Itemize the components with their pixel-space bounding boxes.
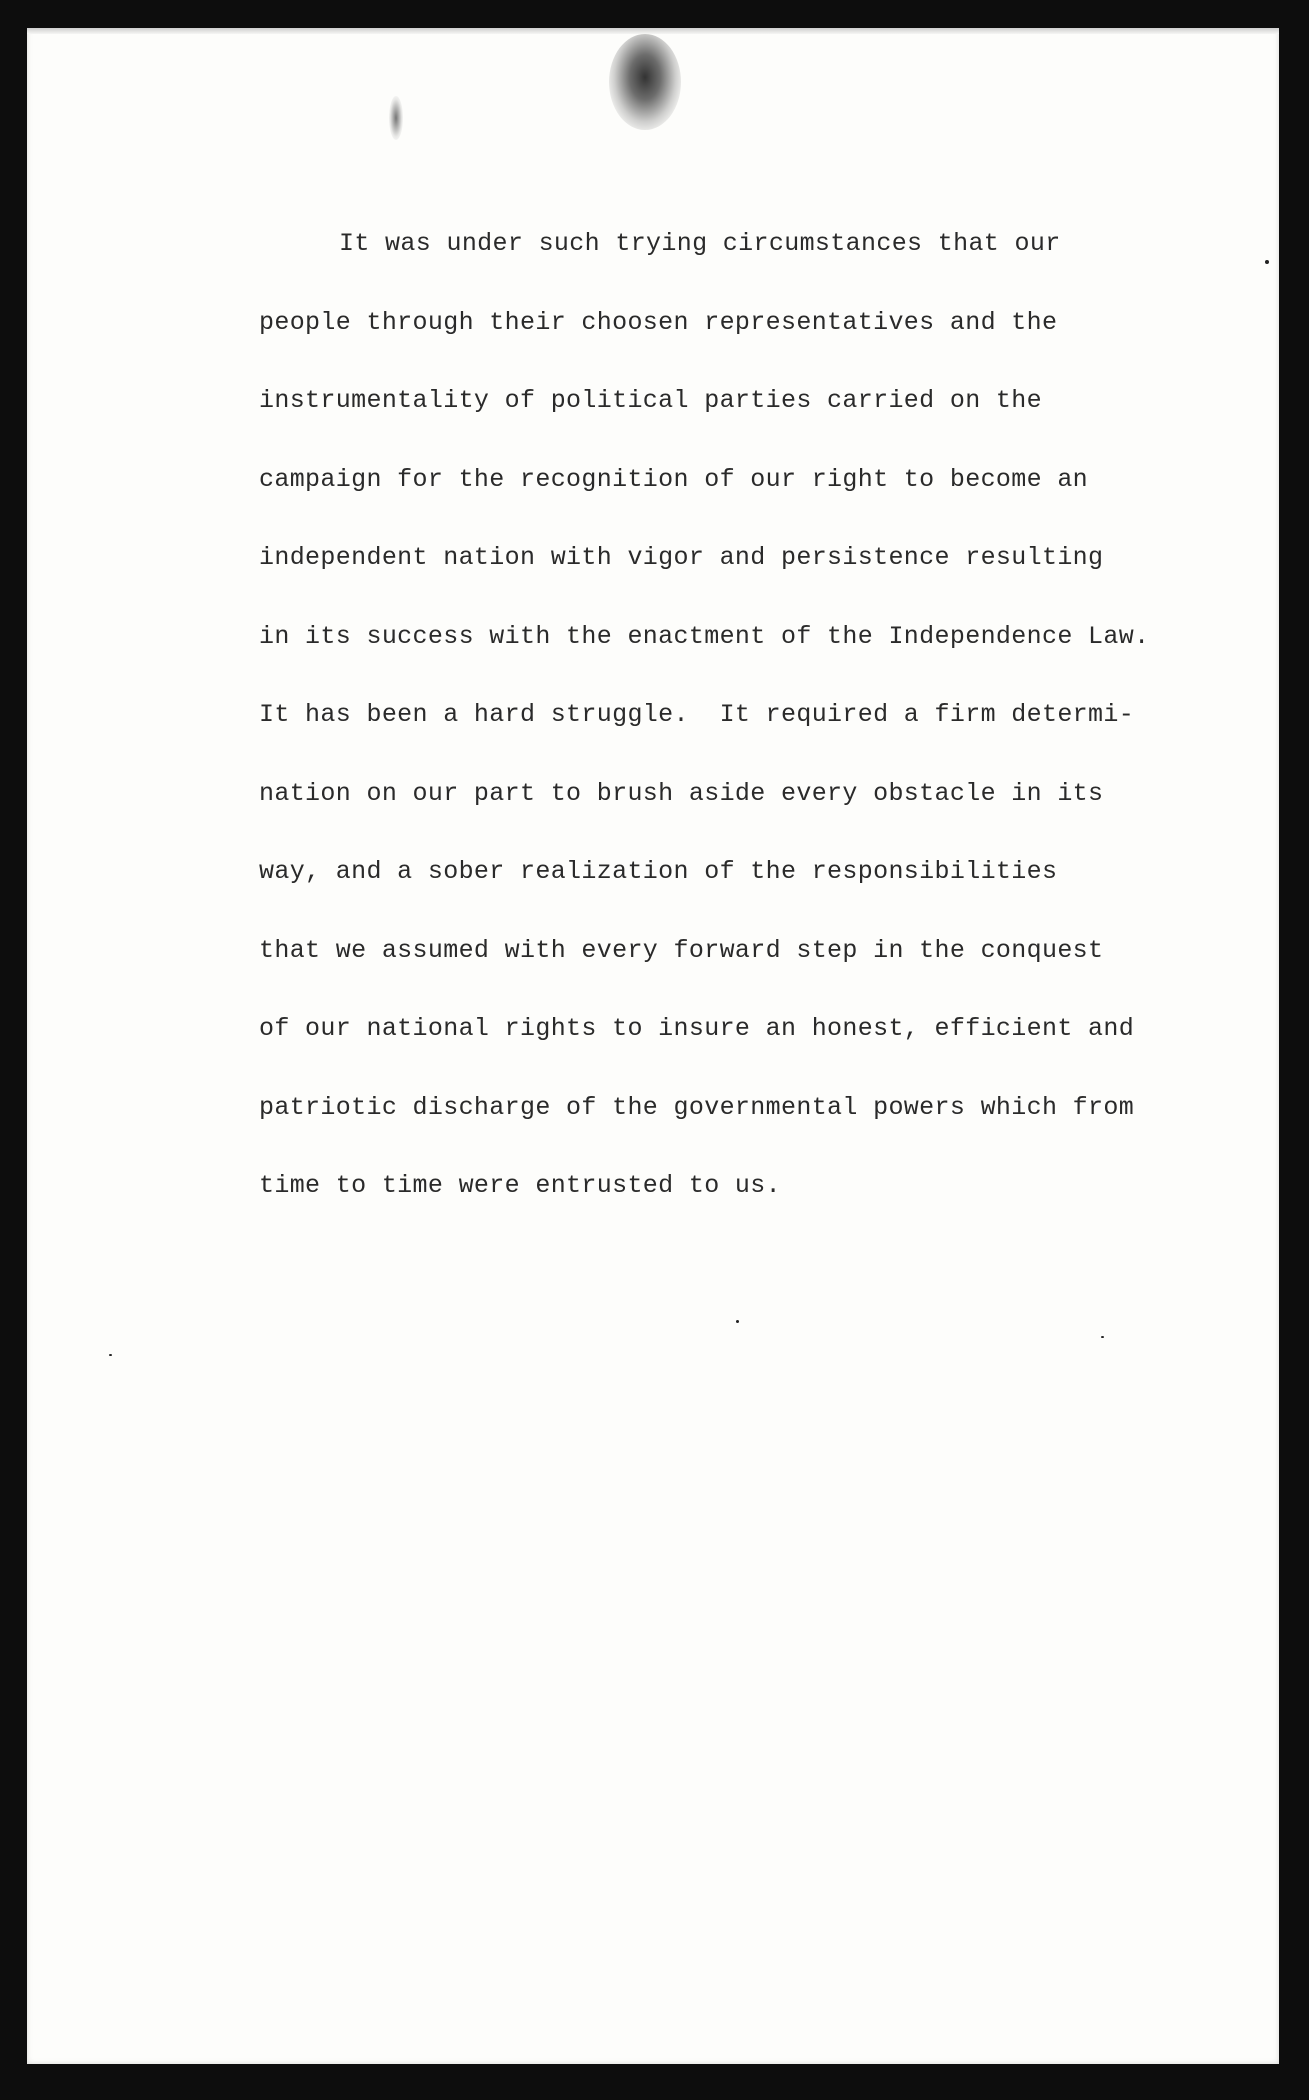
text-line: way, and a sober realization of the responsibilities <box>259 857 1058 886</box>
paper-speck <box>736 1320 739 1323</box>
ink-smudge-small-mark <box>389 96 403 140</box>
text-line: independent nation with vigor and persistence resulting <box>259 543 1104 572</box>
text-line: campaign for the recognition of our right to become an <box>259 464 1089 494</box>
document-page <box>27 28 1279 2064</box>
text-line: that we assumed with every forward step in the conquest <box>259 935 1104 965</box>
text-line: It was under such trying circumstances that our <box>339 229 1061 258</box>
paper-speck <box>109 1354 112 1356</box>
text-line: It has been a hard struggle. It required a firm determi- <box>259 700 1135 729</box>
text-line: of our national rights to insure an honest, efficient and <box>259 1014 1135 1043</box>
text-line: in its success with the enactment of the Independence Law. <box>259 621 1150 651</box>
text-line: instrumentality of political parties carried on the <box>259 386 1042 415</box>
text-line: patriotic discharge of the governmental powers which from <box>259 1092 1135 1122</box>
text-line: time to time were entrusted to us. <box>259 1171 781 1200</box>
paper-speck <box>1265 260 1269 264</box>
paper-speck <box>1101 1336 1104 1338</box>
text-line: people through their choosen representatives and the <box>259 307 1058 337</box>
ink-smudge-mark <box>609 34 681 130</box>
page-top-edge <box>27 28 1279 34</box>
text-line: nation on our part to brush aside every obstacle in its <box>259 778 1104 808</box>
typewritten-body <box>259 224 1219 1245</box>
